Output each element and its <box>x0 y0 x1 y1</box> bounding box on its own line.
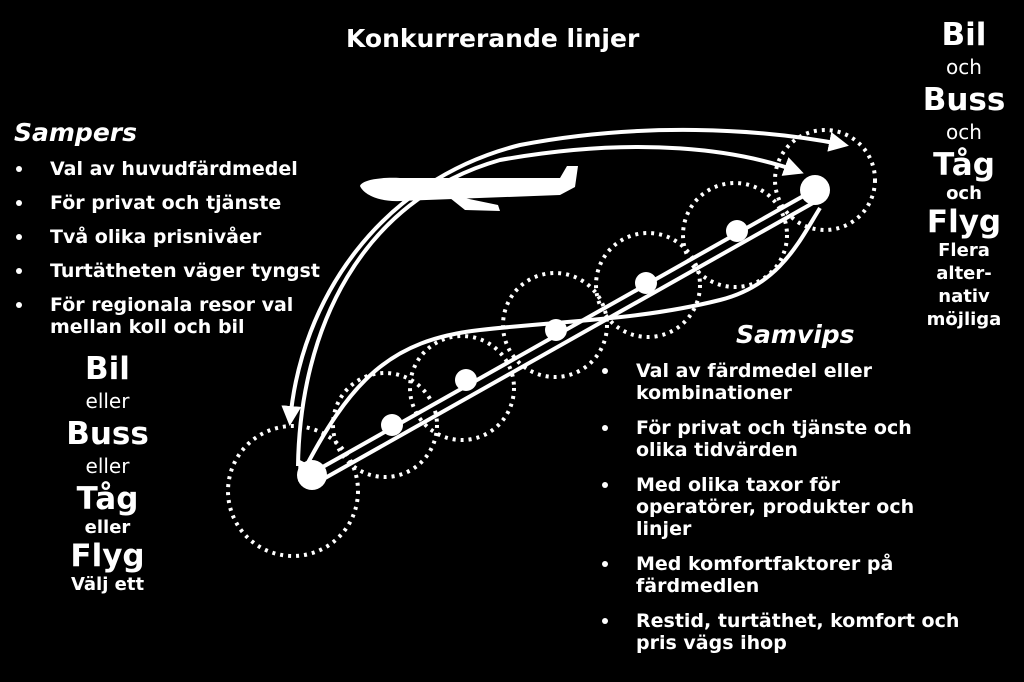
connector-label: eller <box>85 389 130 413</box>
mode-note-line: alter- <box>936 263 992 284</box>
list-item: Turtätheten väger tyngst <box>14 260 359 282</box>
mode-label: Bil <box>85 351 130 387</box>
connector-label: eller <box>84 517 131 538</box>
list-item: Restid, turtäthet, komfort och pris vägs ihop <box>600 610 960 654</box>
list-item: För regionala resor val mellan koll och bil <box>14 294 359 338</box>
sampers-list <box>14 158 359 350</box>
mode-label: Buss <box>922 82 1006 118</box>
list-item: Med komfortfaktorer på färdmedlen <box>600 553 960 597</box>
page-title: Konkurrerande linjer <box>346 24 640 53</box>
mode-note-line: Flera <box>938 240 990 261</box>
mode-note-line: nativ <box>938 286 990 307</box>
node <box>455 369 477 391</box>
list-item: Val av huvudfärdmedel <box>14 158 359 180</box>
node <box>545 319 567 341</box>
samvips-mode-stack <box>904 18 1024 331</box>
list-item: Val av färdmedel eller kombinationer <box>600 360 960 404</box>
connector-label: och <box>946 120 982 144</box>
mode-label: Tåg <box>76 481 139 517</box>
node <box>726 220 748 242</box>
sampers-mode-stack <box>40 352 175 596</box>
connector-label: och <box>946 183 982 204</box>
connector-label: och <box>946 55 982 79</box>
node-end <box>800 175 830 205</box>
mode-note-line: möjliga <box>926 309 1002 330</box>
mode-label: Flyg <box>926 204 1002 240</box>
list-item: Två olika prisnivåer <box>14 226 359 248</box>
sampers-heading: Sampers <box>14 118 137 147</box>
mode-note: Välj ett <box>70 574 145 595</box>
node <box>381 414 403 436</box>
mode-label: Buss <box>66 416 149 452</box>
mode-label: Bil <box>941 17 987 53</box>
mode-label: Tåg <box>933 147 995 183</box>
list-item: Med olika taxor för operatörer, produkter och linjer <box>600 474 960 540</box>
samvips-list <box>600 360 960 667</box>
list-item: För privat och tjänste <box>14 192 359 214</box>
zone-circle <box>228 426 358 556</box>
connector-label: eller <box>85 454 130 478</box>
mode-label: Flyg <box>70 538 145 574</box>
node <box>635 272 657 294</box>
node-start <box>297 460 327 490</box>
samvips-heading: Samvips <box>736 320 855 349</box>
list-item: För privat och tjänste och olika tidvärden <box>600 417 960 461</box>
